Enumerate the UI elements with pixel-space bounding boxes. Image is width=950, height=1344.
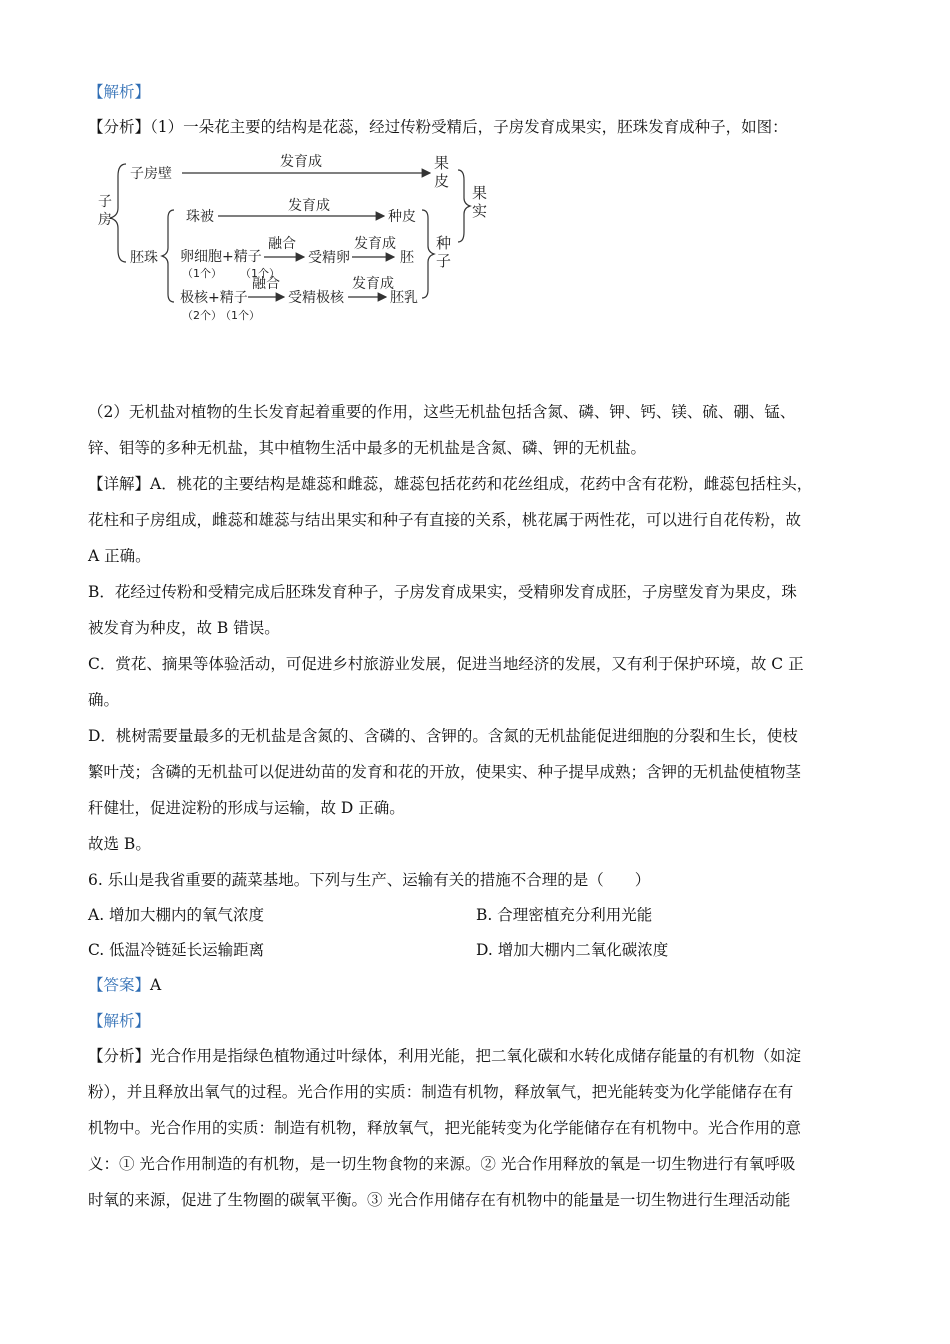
label-fayucheng-4: 发育成 — [352, 276, 394, 292]
detail-line-d2: 繁叶茂；含磷的无机盐可以促进幼苗的发育和花的开放，使果实、种子提早成熟；含钾的无机盐使植物茎 — [88, 763, 802, 781]
label-ronghe-2: 融合 — [252, 276, 280, 292]
label-zifangbi: 子房壁 — [130, 166, 172, 182]
analysis2-line-1: 【分析】光合作用是指绿色植物通过叶绿体，利用光能，把二氧化碳和水转化成储存能量的有机物（如淀 — [88, 1047, 802, 1065]
left-brace — [110, 164, 126, 262]
label-ronghe-1: 融合 — [268, 236, 296, 252]
ovary-development-diagram — [96, 146, 516, 336]
label-zhongpi: 种皮 — [388, 209, 416, 225]
analysis2-tag: 【分析】 — [88, 1047, 151, 1065]
detail-line-a2: 花柱和子房组成，雌蕊和雄蕊与结出果实和种子有直接的关系，桃花属于两性花，可以进行自花传粉，故 — [88, 511, 802, 529]
detail-line-b2: 被发育为种皮，故 B 错误。 — [88, 619, 280, 637]
option-a: A. 增加大棚内的氧气浓度 — [88, 906, 265, 924]
answer-tag: 【答案】 — [88, 976, 151, 994]
option-c: C. 低温冷链延长运输距离 — [88, 941, 265, 959]
detail-tag: 【详解】 — [88, 475, 151, 493]
label-fayucheng-3: 发育成 — [354, 236, 396, 252]
label-fayucheng-1: 发育成 — [280, 154, 322, 170]
analysis-paragraph-1 — [88, 117, 788, 137]
analysis2-line-2: 粉），并且释放出氧气的过程。光合作用的实质：制造有机物，释放氧气，把光能转变为化学能储存在有 — [88, 1083, 794, 1101]
guoshi-brace — [458, 170, 470, 242]
peizhu-brace — [162, 210, 174, 302]
label-fayucheng-2: 发育成 — [288, 198, 330, 214]
label-shoujingluan: 受精卵 — [308, 250, 350, 266]
detail-line-c2: 确。 — [88, 691, 120, 709]
analysis2-line-5: 时氧的来源，促进了生物圈的碳氧平衡。③ 光合作用储存在有机物中的能量是一切生物进行生理活动能 — [88, 1191, 791, 1209]
option-d: D. 增加大棚内二氧化碳浓度 — [476, 941, 669, 959]
label-count-1a: （1个） — [182, 267, 222, 280]
label-luanxibao: 卵细胞+精子 — [180, 249, 262, 265]
p2-line-2: 锌、钼等的多种无机盐，其中植物生活中最多的无机盐是含氮、磷、钾的无机盐。 — [88, 439, 647, 457]
label-shoujingjihe: 受精极核 — [288, 290, 344, 306]
conclusion: 故选 B。 — [88, 835, 151, 853]
option-b: B. 合理密植充分利用光能 — [476, 906, 653, 924]
detail-line-a3: A 正确。 — [88, 547, 151, 565]
analysis-tag: 【分析】 — [88, 118, 151, 136]
answer-value: A — [150, 976, 162, 994]
p2-line-1: （2）无机盐对植物的生长发育起着重要的作用，这些无机盐包括含氮、磷、钾、钙、镁、硫、硼、锰、 — [88, 403, 796, 421]
detail-line-b1: B．花经过传粉和受精完成后胚珠发育种子，子房发育成果实，受精卵发育成胚，子房壁发育为果皮，珠 — [88, 583, 797, 601]
label-count-2a: （2个） — [182, 309, 222, 322]
detail-line-d1: D．桃树需要量最多的无机盐是含氮的、含磷的、含钾的。含氮的无机盐能促进细胞的分裂和生长，使枝 — [88, 727, 798, 745]
label-count-2b: （1个） — [220, 309, 260, 322]
label-zhongzi: 种子 — [436, 234, 452, 270]
detail-line-c1: C．赏花、摘果等体验活动，可促进乡村旅游业发展，促进当地经济的发展，又有利于保护环境，故 C 正 — [88, 655, 804, 673]
zhongzi-brace — [422, 210, 434, 298]
label-zifang-1: 子房 — [98, 194, 112, 228]
analysis-text: （1）一朵花主要的结构是花蕊，经过传粉受精后，子房发育成果实，胚珠发育成种子，如图： — [150, 118, 788, 136]
label-guoshi: 果实 — [472, 184, 488, 220]
detail-line-d3: 秆健壮，促进淀粉的形成与运输，故 D 正确。 — [88, 799, 405, 817]
label-peizhu: 胚珠 — [130, 250, 158, 266]
analysis2-line-4: 义：① 光合作用制造的有机物，是一切生物食物的来源。② 光合作用释放的氧是一切生物进行有氧呼吸 — [88, 1155, 796, 1173]
answer-line — [88, 975, 161, 995]
label-jihe: 极核+精子 — [180, 290, 248, 306]
label-count-1b: （1个） — [240, 267, 280, 280]
label-peiru: 胚乳 — [390, 290, 418, 306]
label-pei: 胚 — [400, 250, 414, 266]
question-6: 6. 乐山是我省重要的蔬菜基地。下列与生产、运输有关的措施不合理的是（ ） — [88, 871, 651, 889]
label-zhubei: 珠被 — [186, 209, 214, 225]
label-guopi: 果皮 — [434, 154, 450, 190]
detail-line-a1: 【详解】A．桃花的主要结构是雄蕊和雌蕊，雄蕊包括花药和花丝组成，花药中含有花粉，雌蕊包括柱头， — [88, 475, 813, 493]
section-jiexi-2: 【解析】 — [88, 1012, 151, 1030]
section-jiexi-1: 【解析】 — [88, 83, 151, 101]
analysis2-line-3: 机物中。光合作用的实质：制造有机物，释放氧气，把光能转变为化学能储存在有机物中。光合作用的意 — [88, 1119, 802, 1137]
